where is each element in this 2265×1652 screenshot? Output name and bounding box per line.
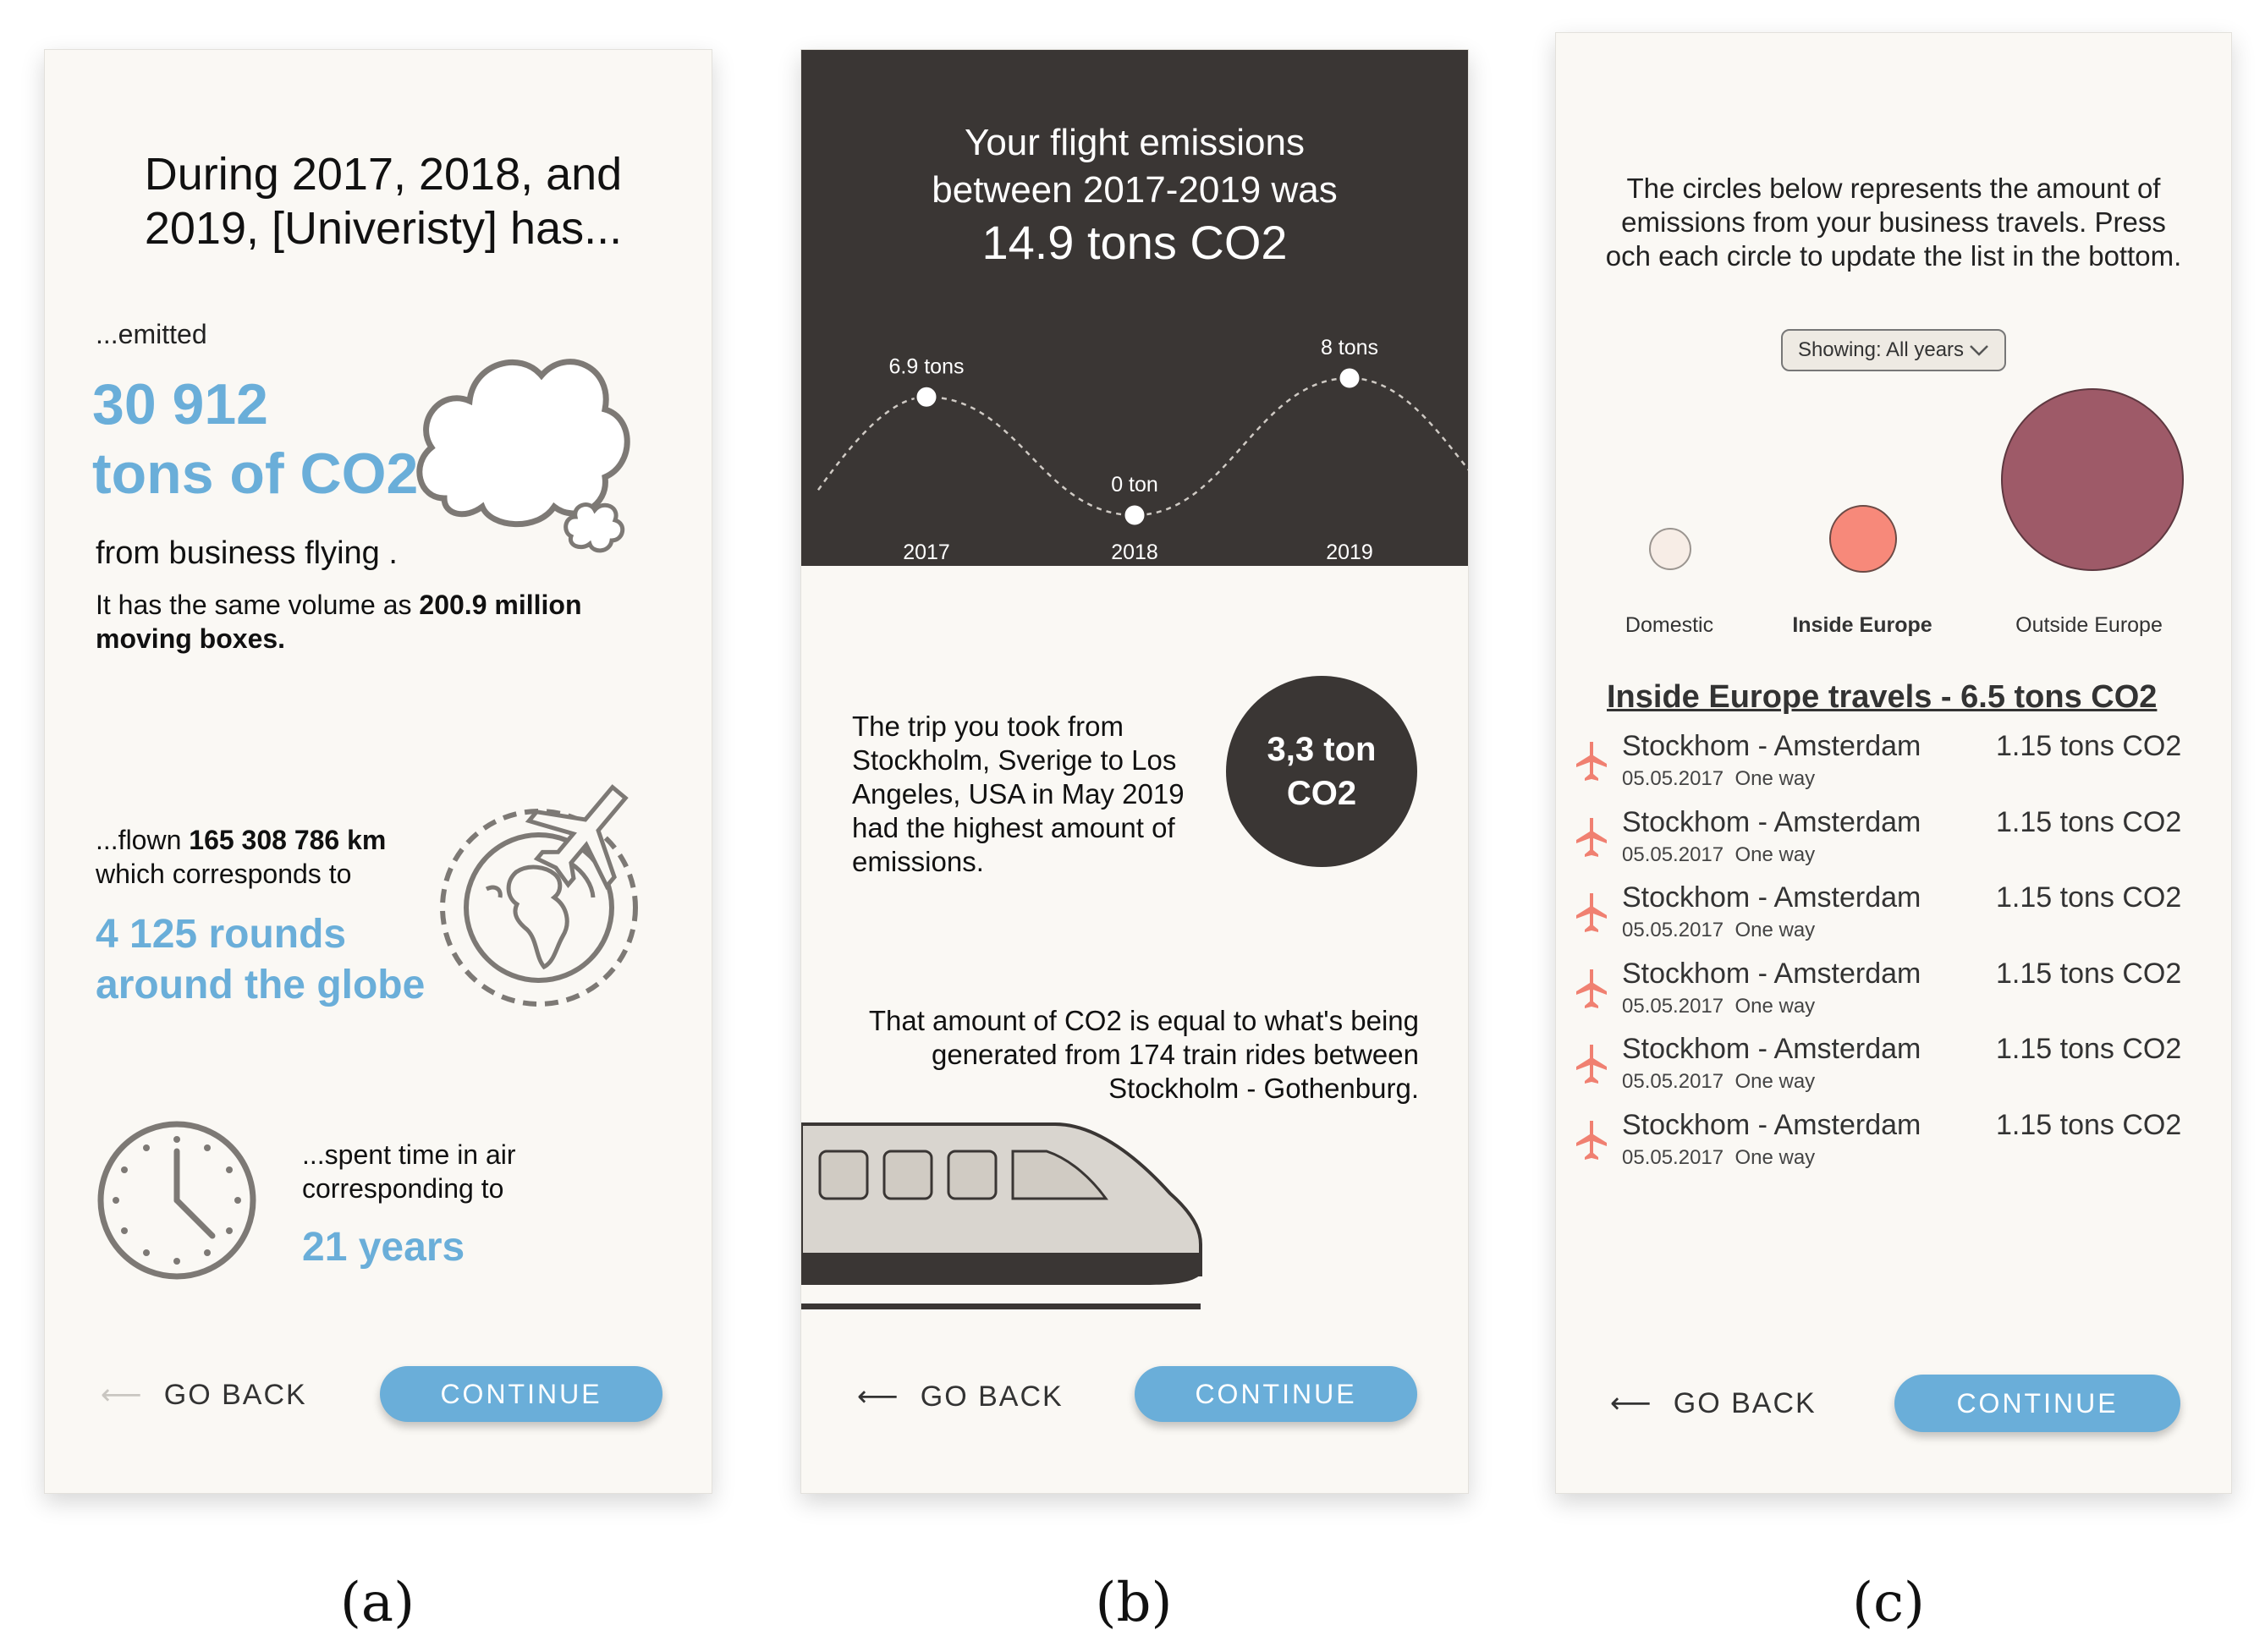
bubble-label-inside-europe: Inside Europe <box>1792 613 1932 637</box>
emissions-title <box>801 119 1468 214</box>
bubble-outside-europe[interactable] <box>2001 388 2184 571</box>
trip-amount: 1.15 tons CO2 <box>1996 881 2182 914</box>
trip-row[interactable] <box>1575 730 2201 801</box>
continue-button[interactable]: CONTINUE <box>1135 1366 1417 1422</box>
train-icon <box>801 1109 1207 1363</box>
travel-list-title: Inside Europe travels - 6.5 tons CO2 <box>1607 679 2158 715</box>
go-back-label: GO BACK <box>1673 1386 1817 1419</box>
page-title: During 2017, 2018, and 2019, [Univeristy] has... <box>144 149 623 254</box>
data-label: 8 tons <box>1320 336 1379 359</box>
trip-meta <box>1622 919 1815 942</box>
trip-route: Stockhom - Amsterdam <box>1622 730 1921 762</box>
bubble-label-domestic: Domestic <box>1625 613 1714 637</box>
arrow-left-icon: ⟵ <box>1610 1387 1653 1419</box>
go-back-label: GO BACK <box>920 1380 1064 1413</box>
caption-a: (a) <box>339 1572 415 1634</box>
trip-route: Stockhom - Amsterdam <box>1622 881 1921 914</box>
emitted-label: ...emitted <box>96 319 207 349</box>
flown-km: 165 308 786 km <box>189 825 387 855</box>
trip-row[interactable] <box>1575 958 2201 1029</box>
flown-prefix: ...flown <box>96 825 190 855</box>
badge-line-1: 3,3 ton <box>1267 731 1377 768</box>
trip-type: One way <box>1734 919 1816 941</box>
rounds-line-1: 4 125 rounds <box>96 912 347 957</box>
trip-date: 05.05.2017 <box>1622 842 1724 866</box>
trip-date: 05.05.2017 <box>1622 994 1724 1018</box>
trip-type: One way <box>1734 1070 1816 1093</box>
go-back-label: GO BACK <box>163 1378 307 1411</box>
trip-type: One way <box>1734 994 1816 1018</box>
co2-unit: tons of CO2 <box>92 442 419 506</box>
flown-text <box>96 825 386 856</box>
continue-button[interactable]: CONTINUE <box>1894 1375 2180 1432</box>
trip-amount: 1.15 tons CO2 <box>1996 730 2182 762</box>
volume-prefix: It has the same volume as <box>96 590 420 620</box>
trip-amount: 1.15 tons CO2 <box>1996 1108 2182 1141</box>
corresponds-text: which corresponds to <box>96 859 352 889</box>
caption-b: (b) <box>1095 1572 1173 1634</box>
arrow-left-icon: ⟵ <box>857 1380 900 1413</box>
time-line-2: corresponding to <box>302 1173 504 1204</box>
trip-amount: 1.15 tons CO2 <box>1996 1033 2182 1065</box>
volume-value: 200.9 million moving boxes. <box>96 590 582 654</box>
intro-text: The circles below represents the amount of emissions from your business travels. Press och each circle to update the list in the bottom. <box>1605 173 2182 272</box>
year-filter-select[interactable] <box>1781 329 2006 371</box>
airplane-icon <box>1575 1119 1608 1161</box>
emissions-line-chart <box>801 270 1468 566</box>
data-label: 0 ton <box>1111 473 1158 497</box>
x-tick-label: 2018 <box>1111 541 1158 564</box>
go-back-button[interactable] <box>1610 1386 1817 1420</box>
trip-amount: 1.15 tons CO2 <box>1996 805 2182 838</box>
co2-amount: 30 912 <box>92 372 268 436</box>
trip-date: 05.05.2017 <box>1622 767 1724 790</box>
trip-date: 05.05.2017 <box>1622 919 1724 941</box>
emissions-title-line-1: Your flight emissions <box>965 122 1305 163</box>
trip-row[interactable] <box>1575 881 2201 952</box>
year-filter-value: Showing: All years <box>1797 338 1965 361</box>
trip-route: Stockhom - Amsterdam <box>1622 805 1921 838</box>
go-back-button[interactable] <box>101 1378 307 1412</box>
screen-c-travel-breakdown <box>1555 32 2232 1494</box>
emissions-title-line-2: between 2017-2019 was <box>932 169 1338 211</box>
trip-meta <box>1622 1146 1815 1170</box>
data-point <box>1339 367 1361 389</box>
trip-type: One way <box>1734 842 1816 866</box>
badge-line-2: CO2 <box>1286 775 1357 812</box>
bubble-label-outside-europe: Outside Europe <box>2015 613 2163 637</box>
highest-trip-emission-badge <box>1226 676 1417 867</box>
trip-amount: 1.15 tons CO2 <box>1996 957 2182 990</box>
airplane-icon <box>1575 968 1608 1010</box>
trip-type: One way <box>1734 767 1816 790</box>
trip-route: Stockhom - Amsterdam <box>1622 957 1921 990</box>
cloud-icon <box>410 329 630 574</box>
trip-row[interactable] <box>1575 806 2201 877</box>
screen-a-summary <box>44 49 712 1494</box>
trip-date: 05.05.2017 <box>1622 1145 1724 1169</box>
data-point <box>915 386 937 408</box>
airplane-icon <box>1575 740 1608 782</box>
screen-b-flight-emissions <box>800 49 1469 1494</box>
caption-c: (c) <box>1852 1572 1925 1634</box>
from-business-text: from business flying . <box>96 535 398 571</box>
airplane-icon <box>1575 1043 1608 1085</box>
trip-date: 05.05.2017 <box>1622 1070 1724 1093</box>
time-line-1: ...spent time in air <box>302 1139 516 1170</box>
bubble-domestic[interactable] <box>1649 528 1691 570</box>
trip-meta <box>1622 843 1815 867</box>
trip-route: Stockhom - Amsterdam <box>1622 1033 1921 1065</box>
arrow-left-icon: ⟵ <box>101 1379 144 1411</box>
emissions-total: 14.9 tons CO2 <box>981 216 1288 269</box>
airplane-icon <box>1575 892 1608 934</box>
trip-meta <box>1622 995 1815 1018</box>
years-value: 21 years <box>302 1225 465 1270</box>
x-tick-label: 2017 <box>903 541 950 564</box>
clock-icon <box>94 1117 260 1283</box>
globe-plane-icon <box>436 779 656 1007</box>
airplane-icon <box>1575 816 1608 859</box>
chevron-down-icon <box>1969 343 1989 357</box>
trip-row[interactable] <box>1575 1109 2201 1180</box>
x-tick-label: 2019 <box>1326 541 1373 564</box>
data-point <box>1124 504 1146 526</box>
trip-row[interactable] <box>1575 1033 2201 1104</box>
trip-route: Stockhom - Amsterdam <box>1622 1108 1921 1141</box>
rounds-line-2: around the globe <box>96 963 426 1007</box>
trip-type: One way <box>1734 1145 1816 1169</box>
trip-meta <box>1622 767 1815 791</box>
trip-meta <box>1622 1070 1815 1094</box>
bubble-inside-europe[interactable] <box>1829 505 1897 573</box>
highest-trip-text: The trip you took from Stockholm, Sverige to Los Angeles, USA in May 2019 had the highest amount of emissions. <box>852 711 1185 877</box>
volume-text <box>96 588 646 656</box>
data-label: 6.9 tons <box>888 354 965 379</box>
continue-button[interactable]: CONTINUE <box>380 1366 662 1422</box>
go-back-button[interactable] <box>857 1380 1064 1413</box>
train-comparison-text: That amount of CO2 is equal to what's being generated from 174 train rides between Stockholm - Gothenburg. <box>868 1005 1419 1104</box>
